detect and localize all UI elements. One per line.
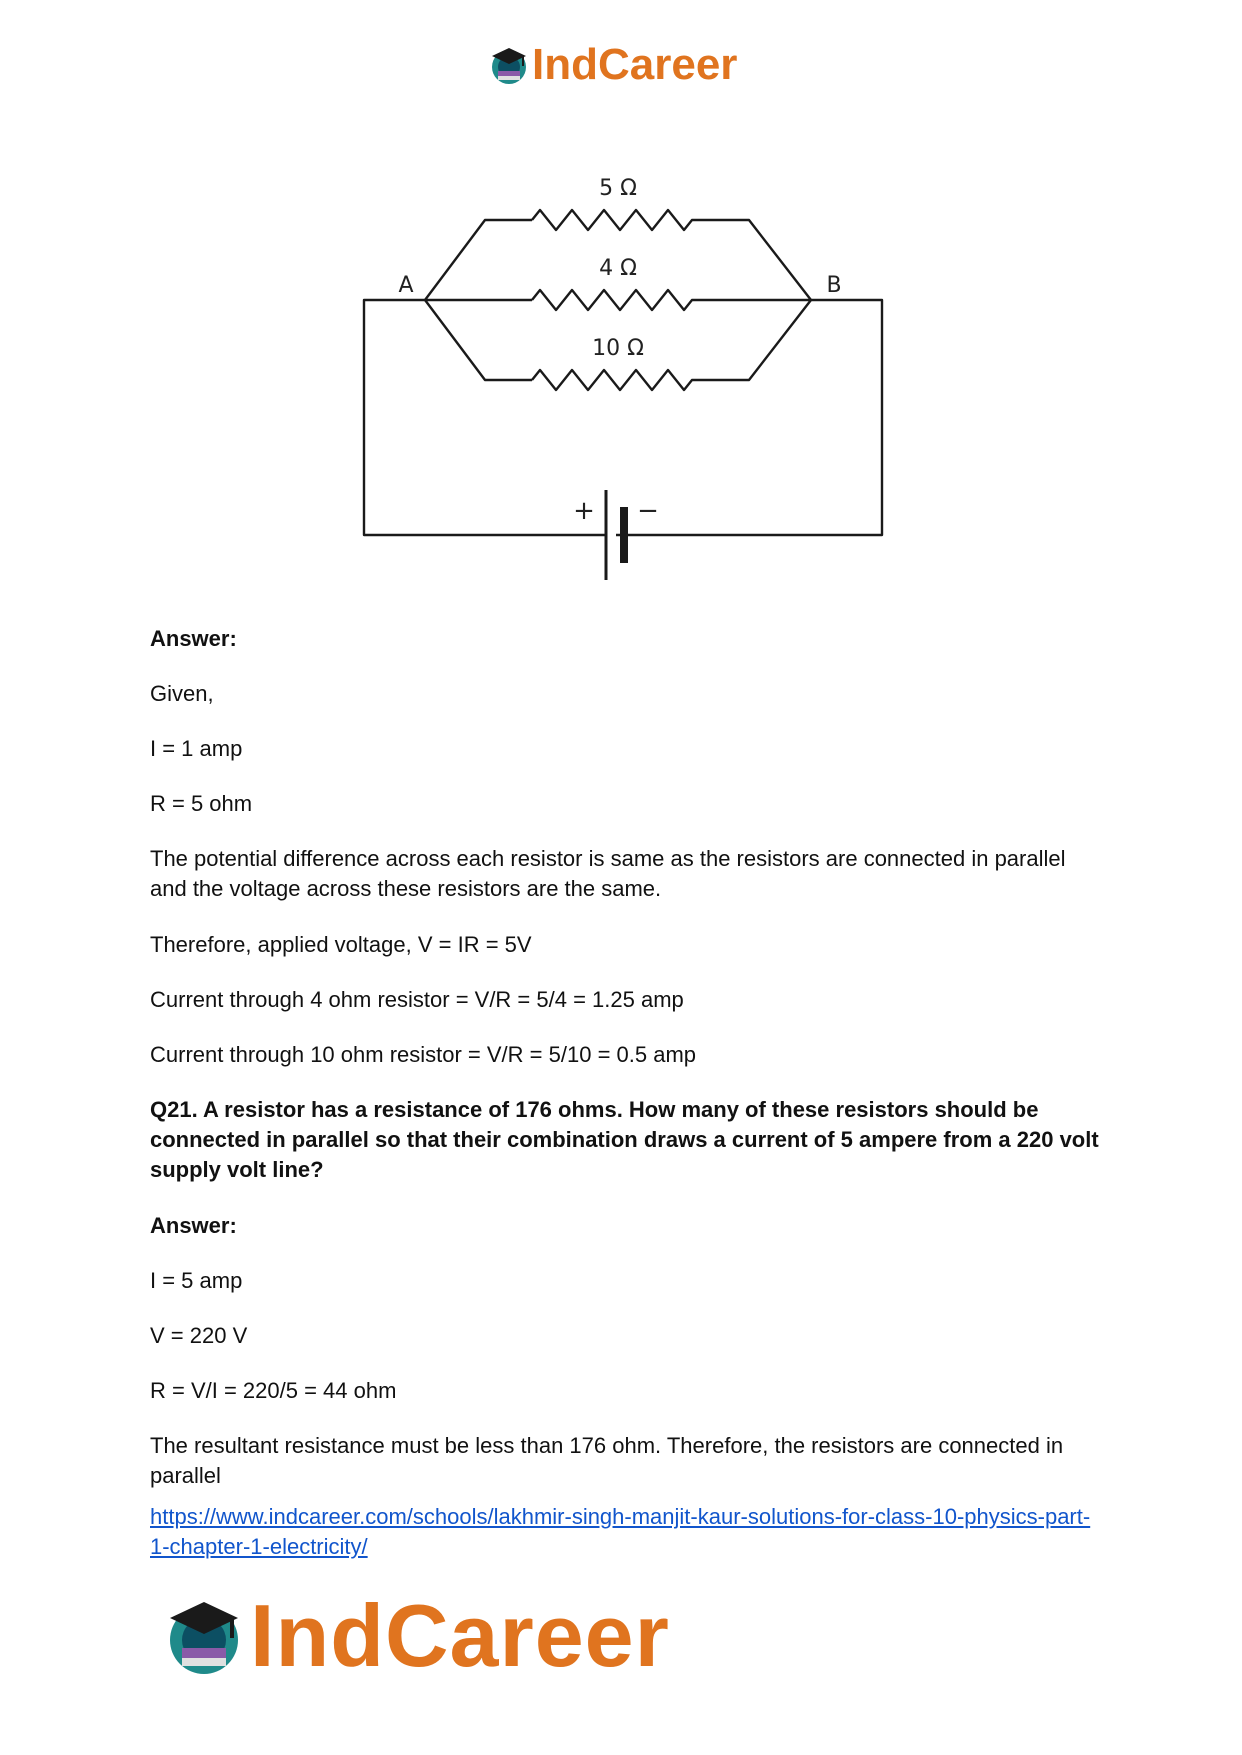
indcareer-logo-bottom <box>162 1585 670 1687</box>
question-21: Q21. A resistor has a resistance of 176 ohms. How many of these resistors should be connected in parallel so that their combination draws a current of 5 ampere from a 220 volt supply volt line? <box>150 1097 1099 1182</box>
circuit-diagram <box>356 165 896 585</box>
resistor-5-ohm <box>532 210 700 230</box>
brand-name: IndCareer <box>250 1586 670 1685</box>
conclusion-paragraph: The resultant resistance must be less than 176 ohm. Therefore, the resistors are connected in parallel <box>150 1433 1064 1488</box>
indcareer-logo-top <box>488 40 737 90</box>
battery-plus-label: + <box>573 496 595 526</box>
current-value: I = 1 amp <box>150 736 243 761</box>
resistance-calculation: R = V/I = 220/5 = 44 ohm <box>150 1378 397 1403</box>
voltage-value-2: V = 220 V <box>150 1323 248 1348</box>
answer-heading-2: Answer: <box>150 1213 237 1238</box>
top-branch-wire <box>425 220 532 300</box>
battery-minus-label: − <box>637 496 659 526</box>
voltage-calculation: Therefore, applied voltage, V = IR = 5V <box>150 932 532 957</box>
brand-name: IndCareer <box>532 40 738 89</box>
resistor-10-ohm <box>532 370 700 390</box>
graduation-cap-icon <box>162 1594 246 1678</box>
resistor-4-ohm <box>532 290 700 310</box>
explanation-paragraph: The potential difference across each resistor is same as the resistors are connected in parallel and the voltage across these resistors are the same. <box>150 846 1066 901</box>
label-10-ohm: 10 Ω <box>592 336 644 361</box>
source-link[interactable]: https://www.indcareer.com/schools/lakhmir-singh-manjit-kaur-solutions-for-class-10-physics-part-1-chapter-1-electricity/ <box>150 1504 1091 1559</box>
graduation-cap-icon <box>488 44 530 86</box>
resistance-value: R = 5 ohm <box>150 791 253 816</box>
current-4-ohm: Current through 4 ohm resistor = V/R = 5/4 = 1.25 amp <box>150 987 684 1012</box>
bottom-branch-wire <box>425 300 532 380</box>
answer-heading: Answer: <box>150 626 237 651</box>
label-4-ohm: 4 Ω <box>599 256 637 281</box>
node-a-label: A <box>398 273 414 298</box>
left-wire <box>364 300 586 535</box>
given-text: Given, <box>150 681 214 706</box>
label-5-ohm: 5 Ω <box>599 176 637 201</box>
current-10-ohm: Current through 10 ohm resistor = V/R = 5/10 = 0.5 amp <box>150 1042 697 1067</box>
current-value-2: I = 5 amp <box>150 1268 243 1293</box>
node-b-label: B <box>826 273 842 298</box>
